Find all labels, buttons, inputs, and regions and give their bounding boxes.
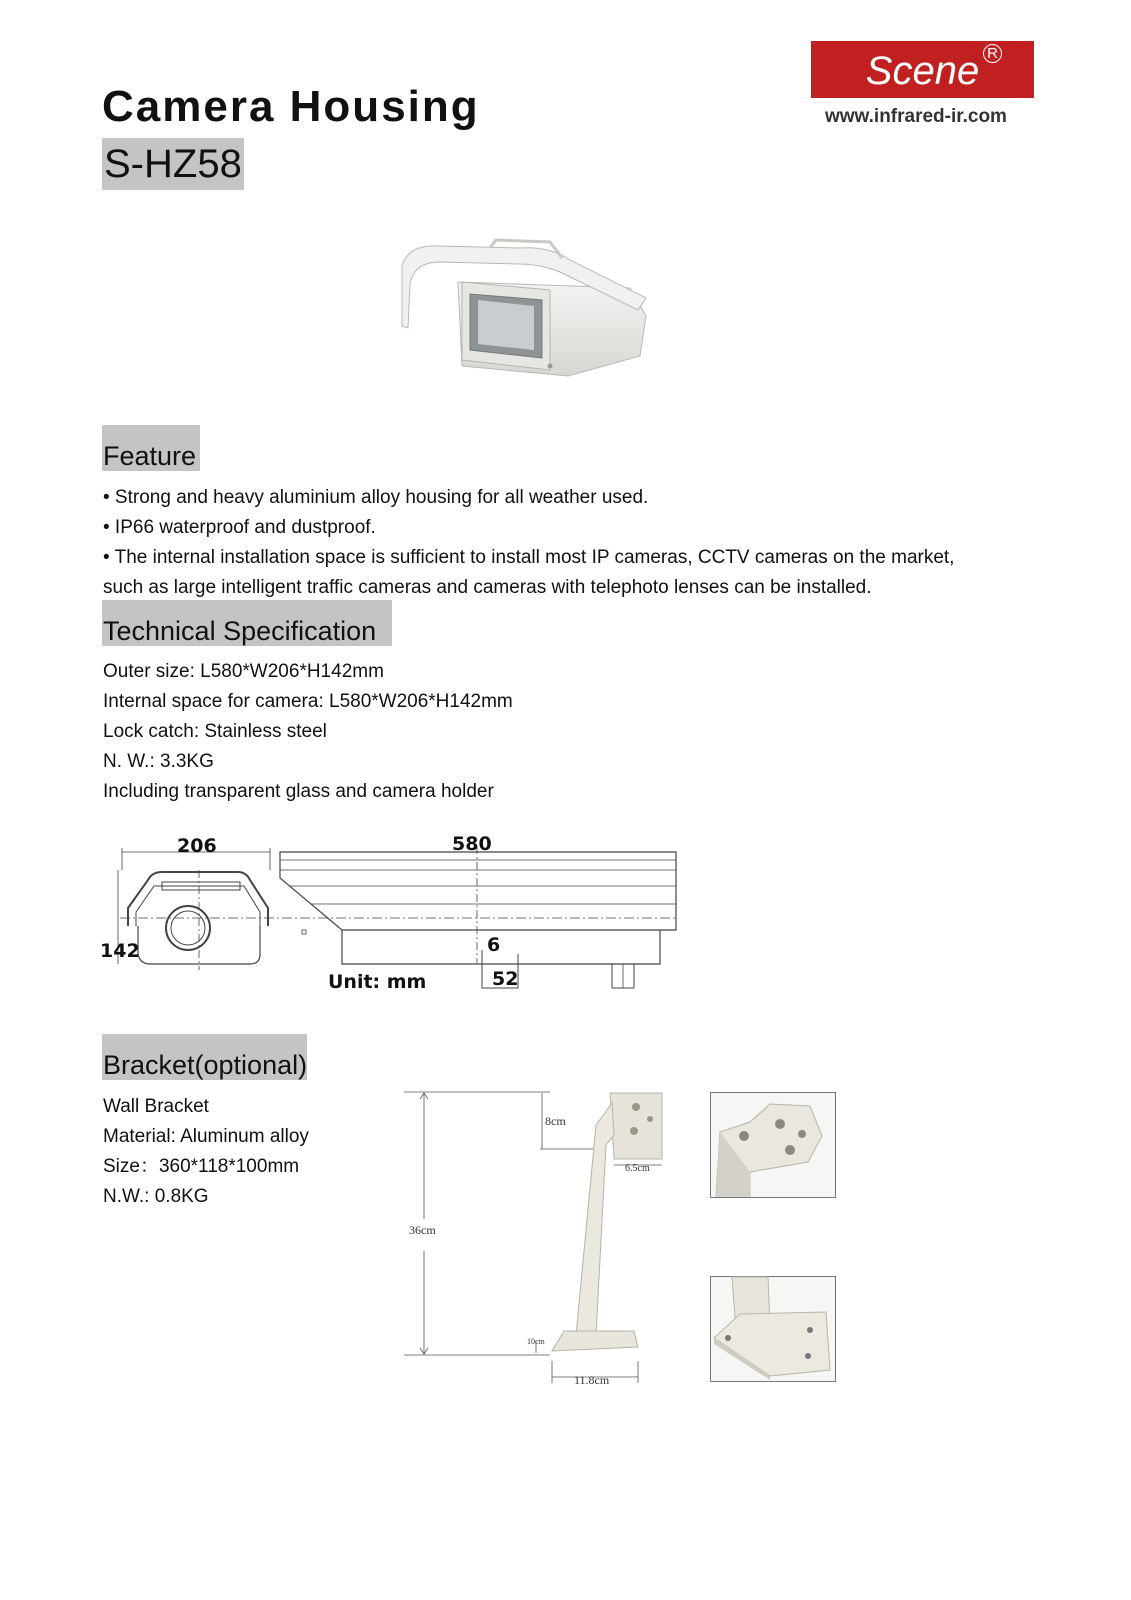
- feature-item: such as large intelligent traffic cameras and cameras with telephoto lenses can be installed.: [103, 577, 872, 598]
- spec-item: Internal space for camera: L580*W206*H142mm: [103, 691, 513, 712]
- registered-mark: R: [983, 44, 1002, 63]
- website-link[interactable]: www.infrared-ir.com: [825, 106, 1007, 127]
- height-dimension: 142: [100, 940, 140, 962]
- bracket-top-dimension: 8cm: [545, 1114, 566, 1128]
- bracket-drawing: [400, 1085, 680, 1395]
- bracket-foot-dimension: 11.8cm: [574, 1373, 610, 1387]
- unit-label: Unit: mm: [328, 971, 427, 993]
- spec-item: Lock catch: Stainless steel: [103, 721, 327, 742]
- length-dimension: 580: [452, 833, 492, 855]
- feature-item: • Strong and heavy aluminium alloy housing for all weather used.: [103, 487, 649, 508]
- bracket-item: Size：360*118*100mm: [103, 1156, 300, 1177]
- spec-heading: Technical Specification: [102, 600, 392, 646]
- bracket-spec-list: [103, 1092, 309, 1212]
- spec-list: [103, 657, 513, 807]
- brand-logo: [811, 41, 1034, 98]
- bracket-base-photo: [710, 1276, 836, 1382]
- bracket-plate-dimension: 6.5cm: [625, 1163, 650, 1174]
- bracket-heading: Bracket(optional): [102, 1034, 307, 1080]
- bracket-plate-photo: [710, 1092, 836, 1198]
- feature-item: • IP66 waterproof and dustproof.: [103, 517, 376, 538]
- model-number: S-HZ58: [102, 138, 244, 190]
- bracket-item: Material: Aluminum alloy: [103, 1126, 309, 1147]
- bracket-base-dimension: 10cm: [527, 1337, 545, 1346]
- bracket-height-dimension: 36cm: [409, 1223, 436, 1237]
- spec-item: N. W.: 3.3KG: [103, 751, 214, 772]
- foot-dimension: 52: [492, 968, 519, 990]
- bracket-item: N.W.: 0.8KG: [103, 1186, 209, 1207]
- offset-dimension: 6: [487, 934, 501, 956]
- feature-item: • The internal installation space is sufficient to install most IP cameras, CCTV cameras on the market,: [103, 547, 955, 568]
- width-dimension: 206: [177, 835, 217, 857]
- spec-item: Including transparent glass and camera holder: [103, 781, 494, 802]
- spec-item: Outer size: L580*W206*H142mm: [103, 661, 384, 682]
- feature-list: [103, 483, 954, 603]
- bracket-item: Wall Bracket: [103, 1096, 209, 1117]
- camera-housing-image: [400, 238, 662, 388]
- logo-text: Scene: [865, 49, 980, 93]
- page-title: Camera Housing: [102, 82, 480, 131]
- feature-heading: Feature: [102, 425, 200, 471]
